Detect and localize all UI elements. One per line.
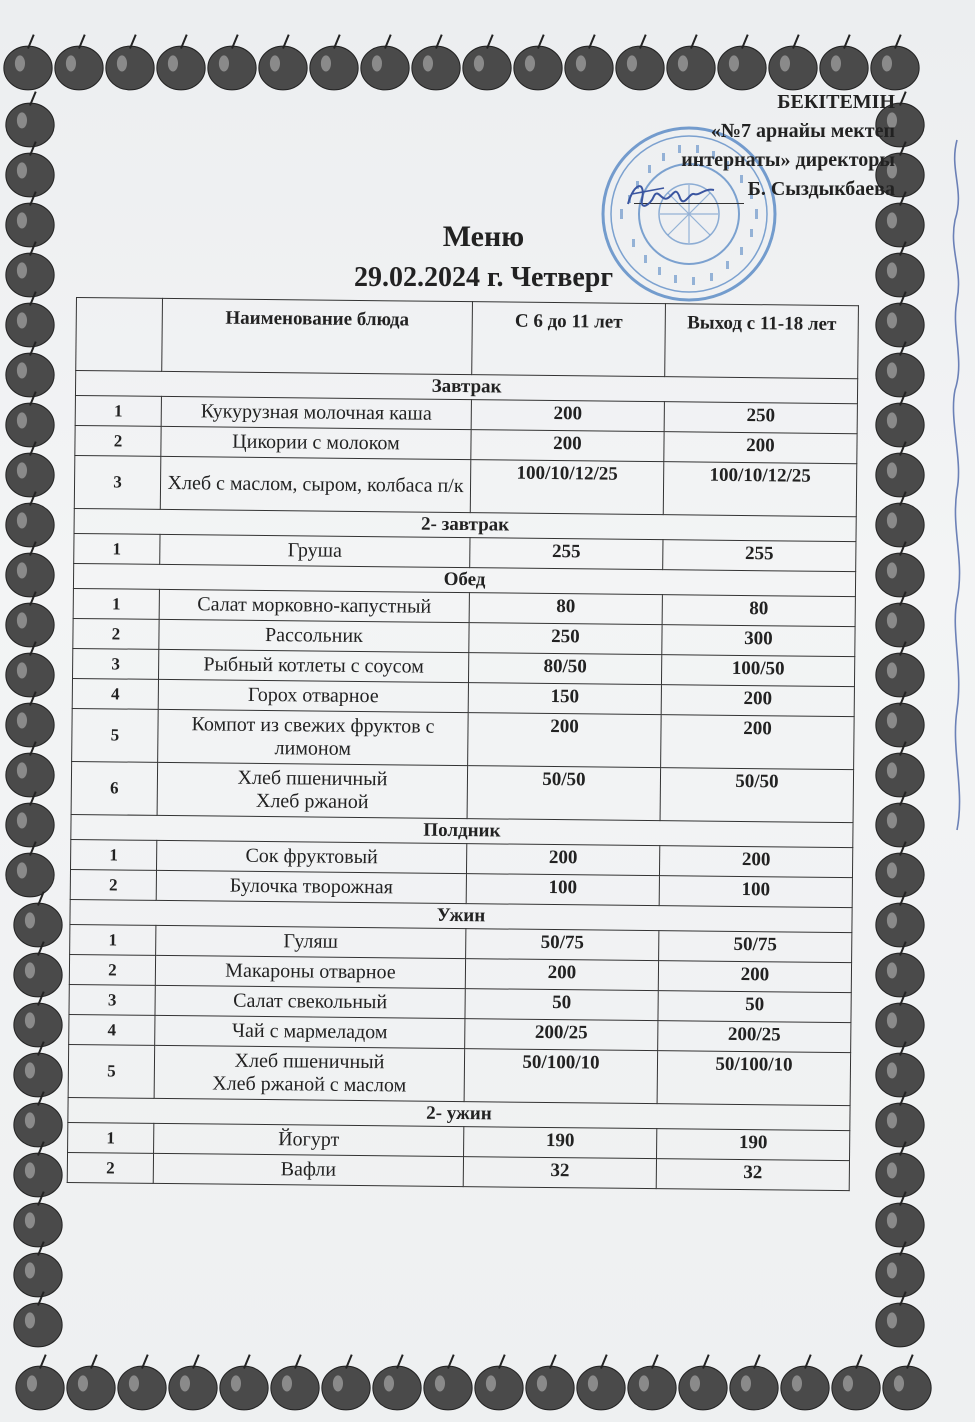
table-row [68, 1044, 851, 1105]
portion-11-18: 200 [658, 961, 851, 993]
apple-border-icon [876, 592, 924, 647]
section-title: Ужин [70, 899, 852, 932]
portion-6-11: 200 [466, 844, 659, 876]
portion-11-18: 190 [657, 1129, 850, 1161]
apple-border-icon [876, 1092, 924, 1147]
portion-6-11: 200 [471, 430, 664, 462]
apple-border-icon [14, 1142, 62, 1197]
page-title: Меню [442, 220, 525, 253]
apple-border-icon [6, 292, 54, 347]
portion-6-11: 32 [463, 1157, 656, 1189]
apple-border-icon [259, 35, 307, 90]
apple-border-icon [157, 35, 205, 90]
apple-border-icon [876, 842, 924, 897]
apple-border-icon [208, 35, 256, 90]
portion-6-11: 200/25 [465, 1019, 658, 1051]
dish-name: Кукурузная молочная каша [161, 396, 471, 429]
portion-11-18: 250 [664, 402, 857, 434]
apple-border-icon [118, 1355, 166, 1410]
dish-name-line1: Хлеб пшеничный [237, 766, 388, 791]
apple-border-icon [781, 1355, 829, 1410]
apple-border-icon [876, 1242, 924, 1297]
portion-11-18: 200 [664, 432, 857, 464]
portion-11-18: 100/50 [661, 655, 854, 687]
apple-border-icon [6, 542, 54, 597]
apple-border-icon [6, 692, 54, 747]
apple-border-icon [628, 1355, 676, 1410]
apple-border-icon [876, 1292, 924, 1347]
apple-border-icon [883, 1355, 931, 1410]
portion-11-18: 50/100/10 [657, 1051, 851, 1106]
apple-border-icon [14, 942, 62, 997]
dish-name: Цикории с молоком [161, 426, 471, 459]
dish-name: Салат морковно-капустный [159, 589, 469, 622]
row-number: 2 [73, 618, 159, 649]
row-number: 5 [72, 708, 159, 762]
apple-border-icon [14, 1092, 62, 1147]
row-number: 1 [71, 839, 157, 870]
portion-11-18: 200/25 [658, 1021, 851, 1053]
portion-6-11: 150 [468, 683, 661, 715]
handwritten-margin-note [945, 130, 969, 1330]
apple-border-icon [322, 1355, 370, 1410]
apple-border-icon [876, 342, 924, 397]
row-number: 1 [73, 588, 159, 619]
apple-border-icon [310, 35, 358, 90]
row-number: 2 [75, 425, 161, 456]
approval-heading: БЕКІТЕМІН [777, 91, 895, 113]
header-age-11-18: Выход с 11-18 лет [665, 304, 859, 379]
dish-name: Булочка творожная [156, 870, 466, 903]
approval-org-line: «№7 арнайы мектеп [710, 120, 895, 142]
apple-border-icon [16, 1355, 64, 1410]
section-title: Полдник [71, 814, 853, 847]
apple-border-icon [6, 342, 54, 397]
apple-border-icon [876, 792, 924, 847]
row-number: 2 [70, 869, 156, 900]
dish-name: Вафли [153, 1153, 463, 1186]
apple-border-icon [361, 35, 409, 90]
apple-border-icon [577, 1355, 625, 1410]
apple-border-icon [412, 35, 460, 90]
apple-border-icon [6, 792, 54, 847]
apple-border-icon [271, 1355, 319, 1410]
portion-11-18: 80 [662, 595, 855, 627]
table-row [72, 708, 855, 769]
table-header-row [76, 298, 859, 379]
portion-6-11: 80 [469, 593, 662, 625]
apple-border-icon [876, 1142, 924, 1197]
apple-border-icon [6, 442, 54, 497]
apple-border-icon [424, 1355, 472, 1410]
dish-name: Салат свекольный [155, 985, 465, 1018]
apple-border-icon [463, 35, 511, 90]
portion-6-11: 50 [465, 989, 658, 1021]
signer-name: Б. Сыздыкбаева [747, 178, 895, 200]
portion-6-11: 190 [464, 1127, 657, 1159]
row-number: 4 [72, 678, 158, 709]
apple-border-icon [876, 542, 924, 597]
apple-border-icon [769, 35, 817, 90]
portion-6-11: 50/50 [467, 766, 661, 821]
apple-border-icon [730, 1355, 778, 1410]
menu-table [67, 297, 859, 1191]
apple-border-icon [373, 1355, 421, 1410]
apple-border-icon [876, 692, 924, 747]
apple-border-icon [876, 942, 924, 997]
apple-border-icon [106, 35, 154, 90]
apple-border-icon [475, 1355, 523, 1410]
apple-border-icon [14, 1192, 62, 1247]
dish-name: Сок фруктовый [157, 840, 467, 873]
apple-border-icon [876, 492, 924, 547]
row-number: 1 [68, 1122, 154, 1153]
portion-11-18: 300 [662, 625, 855, 657]
apple-border-icon [876, 292, 924, 347]
portion-11-18: 100/10/12/25 [663, 462, 857, 517]
apple-border-icon [14, 992, 62, 1047]
section-title: 2- ужин [68, 1097, 850, 1130]
apple-border-icon [526, 1355, 574, 1410]
header-number [76, 298, 163, 372]
portion-6-11: 200 [465, 959, 658, 991]
apple-border-icon [169, 1355, 217, 1410]
row-number: 3 [73, 648, 159, 679]
row-number: 4 [69, 1014, 155, 1045]
row-number: 2 [67, 1152, 153, 1183]
apple-border-icon [6, 742, 54, 797]
row-number: 3 [69, 984, 155, 1015]
table-row [74, 455, 857, 516]
apple-border-icon [832, 1355, 880, 1410]
apple-border-icon [514, 35, 562, 90]
dish-name: Рыбный котлеты с соусом [159, 649, 469, 682]
dish-name [157, 762, 468, 818]
apple-border-icon [876, 892, 924, 947]
apple-border-icon [14, 1242, 62, 1297]
row-number: 1 [74, 533, 160, 564]
row-number: 1 [70, 924, 156, 955]
portion-6-11: 100 [466, 874, 659, 906]
apple-border-icon [6, 392, 54, 447]
apple-border-icon [55, 35, 103, 90]
header-age-6-11: С 6 до 11 лет [472, 302, 666, 377]
dish-name: Рассольник [159, 619, 469, 652]
apple-border-icon [876, 1192, 924, 1247]
apple-border-icon [6, 642, 54, 697]
portion-11-18: 200 [661, 715, 855, 770]
dish-name: Хлеб с маслом, сыром, колбаса п/к [160, 456, 471, 512]
apple-border-icon [220, 1355, 268, 1410]
table-row [71, 761, 854, 822]
menu-date: 29.02.2024 г. Четверг [353, 262, 614, 293]
apple-border-icon [876, 1042, 924, 1097]
dish-name: Груша [160, 534, 470, 567]
dish-name-line1: Хлеб пшеничный [234, 1049, 385, 1074]
dish-name-line2: Хлеб ржаной [255, 789, 369, 814]
approval-position-line: интернаты» директоры [681, 149, 895, 171]
apple-border-icon [6, 492, 54, 547]
apple-border-icon [6, 92, 54, 147]
portion-11-18: 50 [658, 991, 851, 1023]
portion-6-11: 255 [470, 538, 663, 570]
section-title: Завтрак [75, 371, 857, 404]
apple-border-icon [876, 742, 924, 797]
apple-border-icon [667, 35, 715, 90]
portion-11-18: 200 [661, 685, 854, 717]
apple-border-icon [6, 142, 54, 197]
apple-border-icon [871, 35, 919, 90]
portion-11-18: 50/50 [660, 768, 854, 823]
apple-border-icon [876, 392, 924, 447]
apple-border-icon [820, 35, 868, 90]
apple-border-icon [616, 35, 664, 90]
handwritten-signature [624, 176, 719, 216]
portion-6-11: 80/50 [468, 653, 661, 685]
apple-border-icon [718, 35, 766, 90]
row-number: 6 [71, 761, 158, 815]
row-number: 1 [75, 395, 161, 426]
dish-name: Компот из свежих фруктов с лимоном [158, 709, 469, 765]
header-dish: Наименование блюда [162, 298, 473, 374]
apple-border-icon [679, 1355, 727, 1410]
dish-name: Горох отварное [158, 679, 468, 712]
apple-border-icon [4, 35, 52, 90]
portion-11-18: 32 [656, 1159, 849, 1191]
apple-border-icon [14, 1292, 62, 1347]
apple-border-icon [876, 992, 924, 1047]
portion-6-11: 50/75 [466, 929, 659, 961]
dish-name: Макароны отварное [155, 955, 465, 988]
dish-name: Чай с мармеладом [155, 1015, 465, 1048]
row-number: 5 [68, 1044, 155, 1098]
dish-name [154, 1045, 465, 1101]
portion-11-18: 200 [659, 846, 852, 878]
apple-border-icon [14, 1042, 62, 1097]
section-title: 2- завтрак [74, 508, 856, 541]
apple-border-icon [565, 35, 613, 90]
section-title: Обед [73, 563, 855, 596]
portion-6-11: 100/10/12/25 [470, 460, 664, 515]
portion-6-11: 200 [468, 713, 662, 768]
portion-11-18: 100 [659, 876, 852, 908]
apple-border-icon [6, 592, 54, 647]
apple-border-icon [67, 1355, 115, 1410]
apple-border-icon [14, 892, 62, 947]
apple-border-icon [876, 642, 924, 697]
row-number: 2 [69, 954, 155, 985]
dish-name-line2: Хлеб ржаной с маслом [212, 1072, 407, 1097]
dish-name: Йогурт [154, 1123, 464, 1156]
row-number: 3 [74, 455, 161, 509]
portion-6-11: 250 [469, 623, 662, 655]
apple-border-icon [876, 442, 924, 497]
portion-11-18: 255 [663, 540, 856, 572]
dish-name: Гуляш [156, 925, 466, 958]
portion-6-11: 50/100/10 [464, 1049, 658, 1104]
portion-6-11: 200 [471, 400, 664, 432]
portion-11-18: 50/75 [659, 931, 852, 963]
apple-border-icon [6, 842, 54, 897]
